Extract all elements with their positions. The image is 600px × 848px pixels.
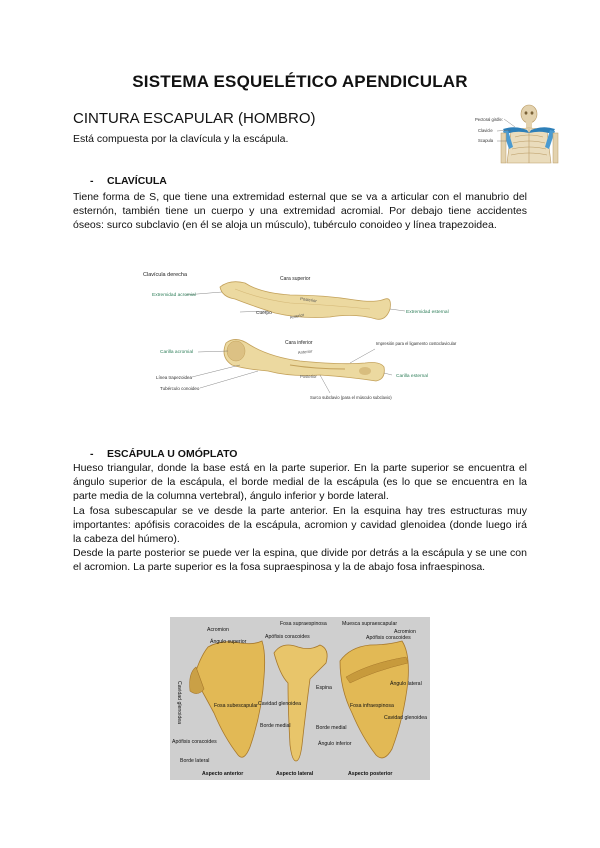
shoulder-girdle-figure [475, 103, 560, 165]
clavicle-fig-bottom-label: Cara inferior [285, 340, 313, 346]
label-posterior-bottom: Posterior [300, 374, 317, 379]
scap-label-acromion-2: Acromion [394, 629, 416, 635]
shoulder-label-girdle: Pectoral girdle: [475, 117, 503, 122]
section-intro: Está compuesta por la clavícula y la escápula. [73, 133, 289, 145]
scap-label-cavidad-glenoidea-right: Cavidad glenoidea [384, 715, 427, 721]
escapula-text-3: Desde la parte posterior se puede ver la espina, que divide por detrás a la escápula y se une con el acromion. La parte superior es la fosa supraespinosa y la de abajo fosa infraespinosa. [73, 547, 527, 574]
scap-label-angulo-inferior: Ángulo inferior [318, 741, 352, 747]
scap-label-angulo-lateral: Ángulo lateral [390, 681, 422, 687]
label-impresion-text: Impresión para el ligamento costoclavicular [376, 341, 457, 346]
clavicle-fig-title: Clavícula derecha [143, 272, 188, 278]
clavicula-heading-text: CLAVÍCULA [107, 175, 167, 187]
label-posterior-top: Posterior [299, 296, 318, 304]
label-cuerpo: Cuerpo [256, 311, 272, 316]
scap-label-cavidad-glenoidea-mid: Cavidad glenoidea [258, 701, 301, 707]
clavicula-heading [90, 175, 167, 187]
escapula-text-1: Hueso triangular, donde la base está en la parte superior. En la parte superior se encuentra el ángulo superior de la escápula, el borde medial de la escápula (es lo que se encuentra en la parte media de la columna vertebral), ángulo inferior y borde lateral. [73, 462, 527, 503]
shoulder-label-clavicle: Clavicle [478, 128, 493, 133]
label-carilla-esternal: Carilla esternal [396, 374, 428, 379]
escapula-text-2: La fosa subescapular se ve desde la parte anterior. En la esquina hay tres estructuras muy importantes: apófisis coracoides de la escápula, acromion y cavidad glenoidea (donde luego irá la cabeza del húmero). [73, 504, 527, 546]
shoulder-label-scapula: Scapula [478, 138, 494, 143]
bullet-dash: - [90, 175, 94, 187]
scapula-figure [170, 617, 430, 780]
scap-label-muesca: Muesca supraescapular [342, 621, 398, 627]
label-linea-trapezoidea: Línea trapezoidea [156, 375, 193, 380]
scap-label-apofisis-coracoides: Apófisis coracoides [265, 634, 310, 640]
scap-label-aspecto-lateral: Aspecto lateral [276, 771, 314, 777]
clavicula-text: Tiene forma de S, que tiene una extremidad esternal que se va a articular con el manubrio del esternón, también tiene un cuerpo y una extremidad acromial. Por debajo tiene accidentes óseos: surco subclavio (en él se aloja un músculo), tubérculo conoideo y línea trapezoidea. [73, 191, 527, 232]
scap-label-apofisis-coracoides-3: Apófisis coracoides [172, 739, 217, 745]
escapula-paragraph [73, 461, 527, 575]
clavicula-paragraph [73, 190, 527, 233]
escapula-heading-text: ESCÁPULA U OMÓPLATO [107, 448, 238, 460]
scap-label-cavidad-glenoidea-left: Cavidad glenoidea [176, 681, 182, 724]
label-extremidad-esternal: Extremidad esternal [406, 310, 449, 315]
label-extremidad-acromial: Extremidad acromial [152, 293, 196, 298]
scap-label-fosa-infraespinosa: Fosa infraespinosa [350, 703, 394, 709]
scap-label-borde-medial-right: Borde medial [316, 725, 347, 731]
label-surco-subclavio: Surco subclavio (para el músculo subclavio) [310, 395, 392, 400]
label-anterior-top: Anterior [289, 312, 305, 320]
page-title: SISTEMA ESQUELÉTICO APENDICULAR [132, 72, 468, 91]
label-impresion [376, 341, 457, 346]
label-anterior-bottom: Anterior [297, 348, 313, 355]
scap-label-aspecto-posterior: Aspecto posterior [348, 771, 393, 777]
scap-label-borde-lateral: Borde lateral [180, 758, 210, 764]
scap-label-angulo-superior: Ángulo superior [210, 639, 247, 645]
scap-label-borde-medial-left: Borde medial [260, 723, 291, 729]
clavicle-figure [140, 265, 462, 410]
label-tuberculo-conoideo: Tubérculo conoideo [160, 386, 200, 391]
scap-label-acromion: Acromion [207, 627, 229, 633]
scap-label-espina: Espina [316, 685, 332, 691]
scap-label-fosa-subescapular: Fosa subescapular [214, 703, 258, 709]
section-heading: CINTURA ESCAPULAR (HOMBRO) [73, 110, 316, 127]
escapula-heading [90, 448, 237, 460]
scap-label-fosa-supraespinosa: Fosa supraespinosa [280, 621, 327, 627]
scap-label-aspecto-anterior: Aspecto anterior [202, 771, 244, 777]
clavicle-fig-top-label: Cara superior [280, 276, 311, 282]
bullet-dash: - [90, 448, 94, 460]
scap-label-apofisis-coracoides-2: Apófisis coracoides [366, 635, 411, 641]
label-carilla-acromial: Carilla acromial [160, 350, 194, 355]
